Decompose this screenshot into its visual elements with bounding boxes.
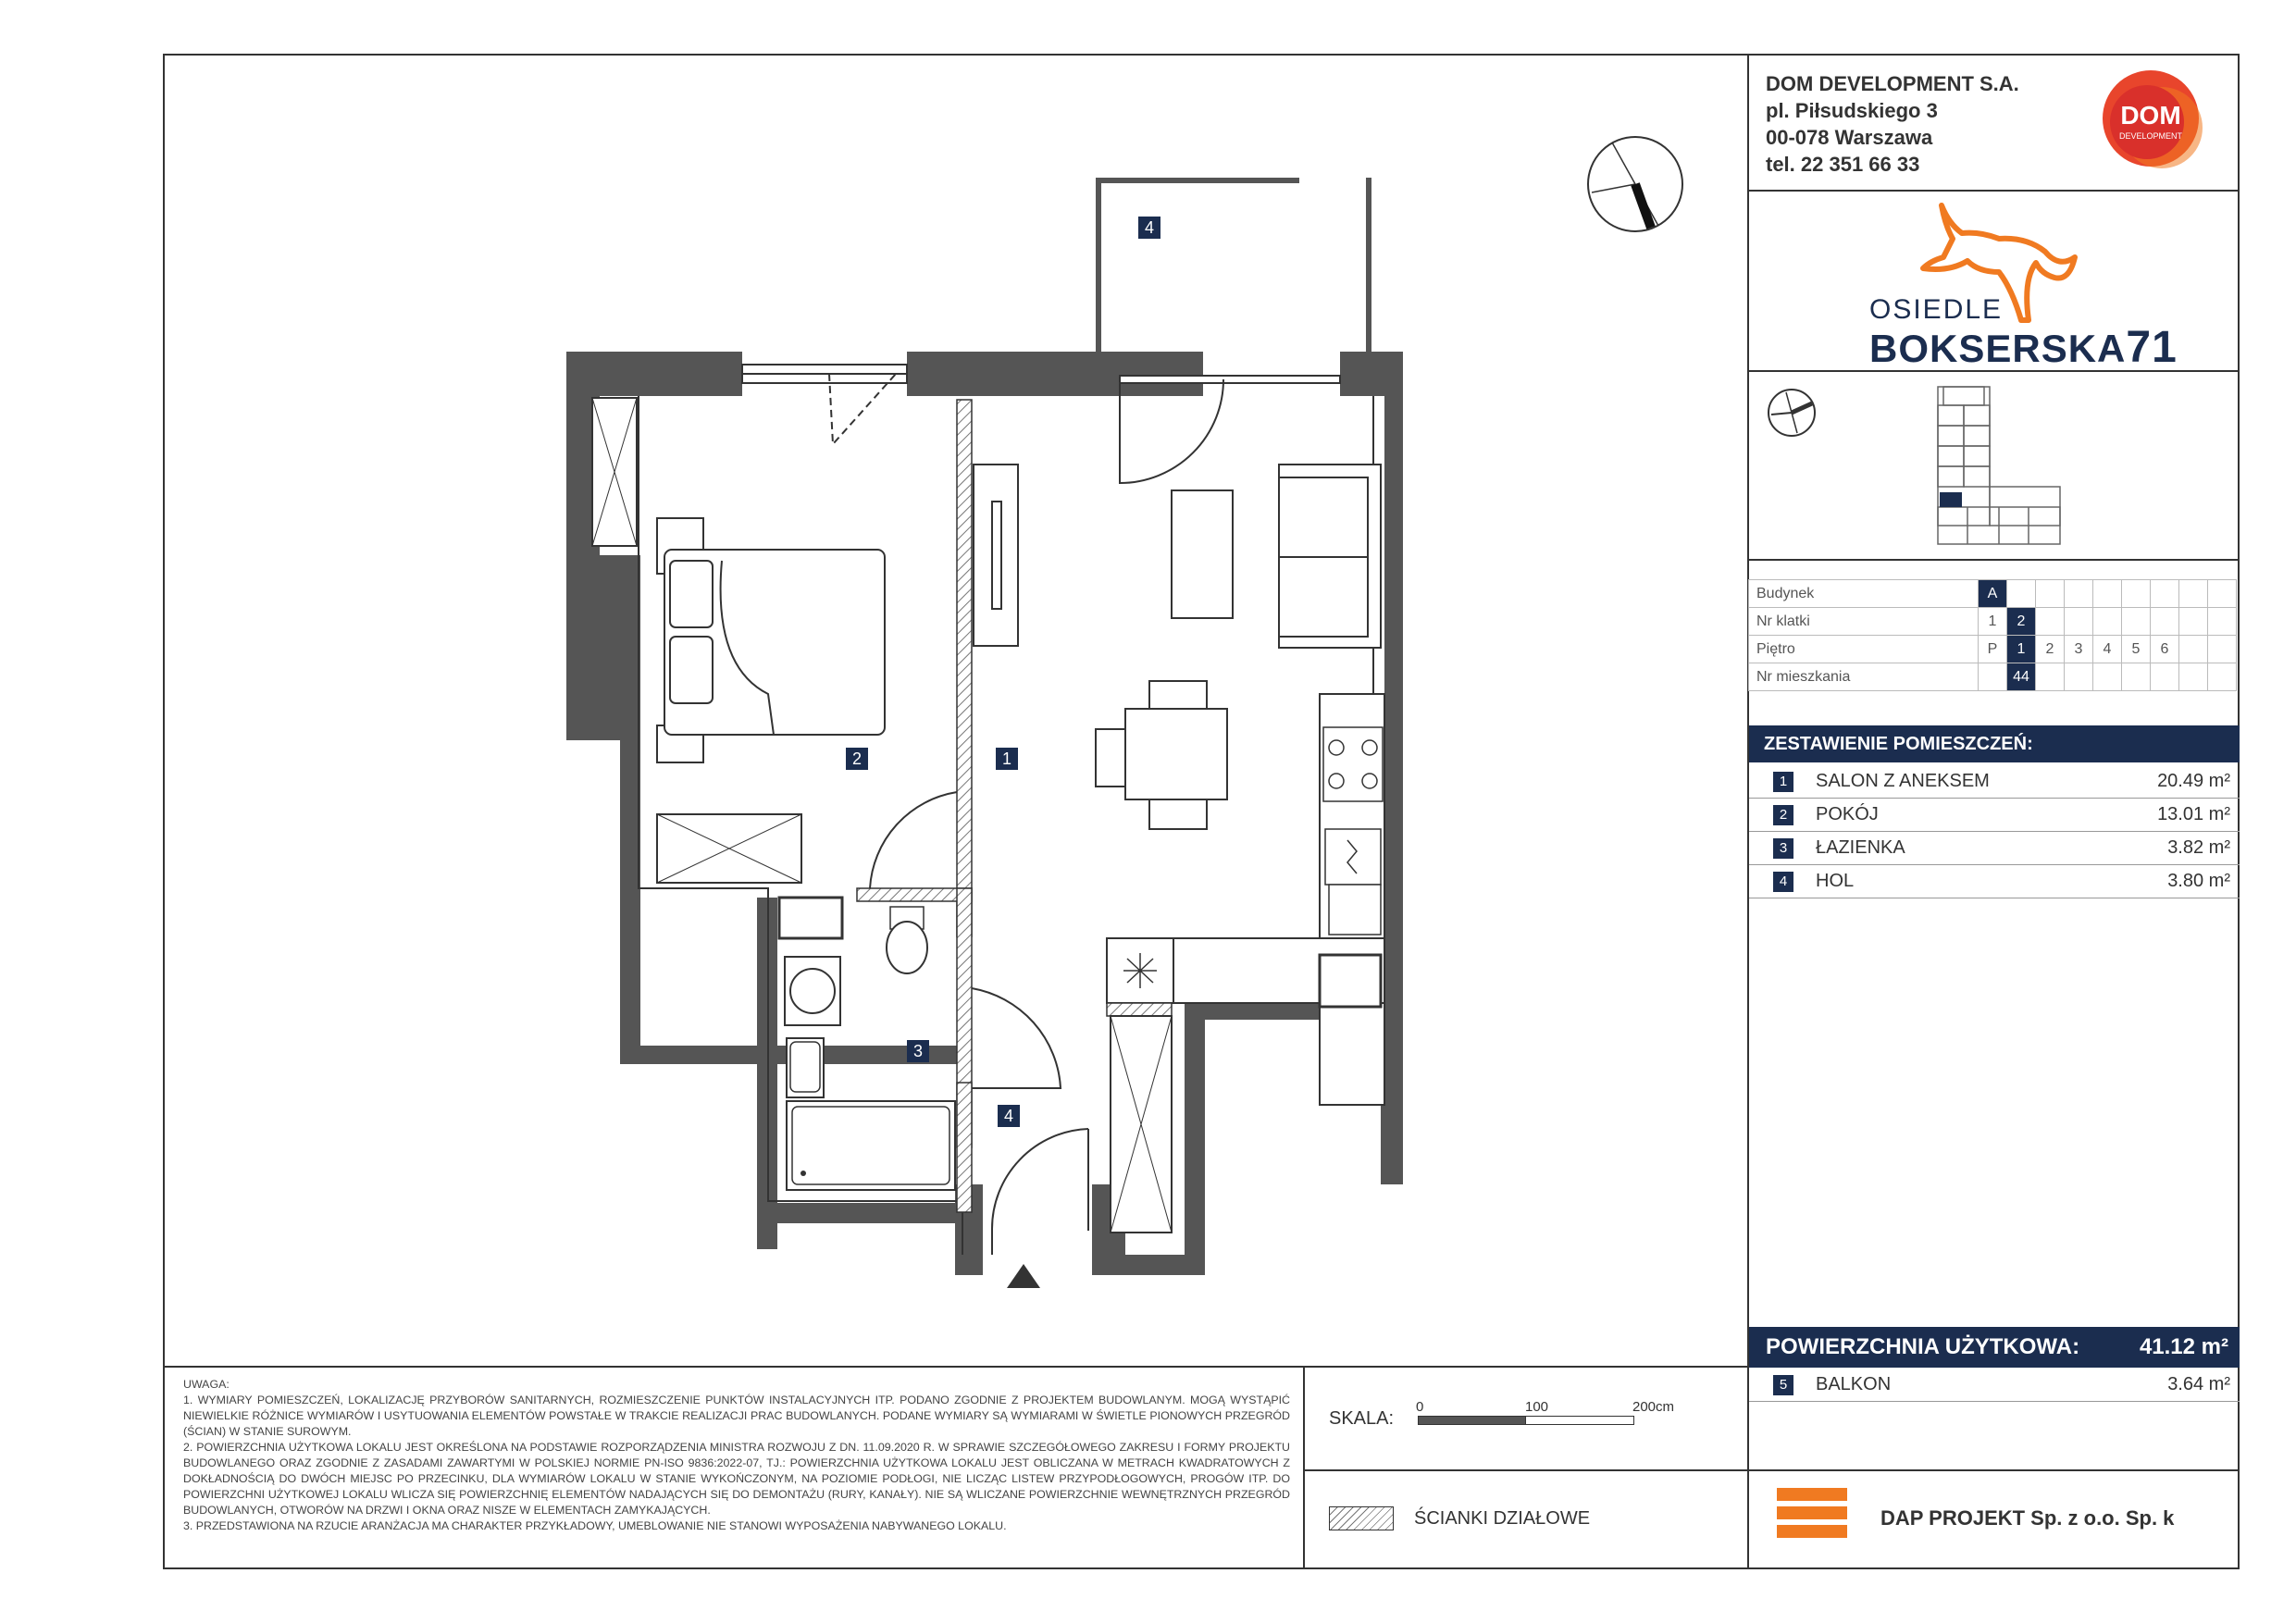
tv-cabinet <box>974 465 1018 646</box>
note-item-2: 2. POWIERZCHNIA UŻYTKOWA LOKALU JEST OKREŚLONA NA PODSTAWIE ROZPORZĄDZENIA MINISTRA ROZWOJU Z DN. 11.09.2020 R. W SPRAWIE SZCZEGÓŁOWEGO ZAKRESU I FORMY PROJEKTU BUDOWLANEGO ORAZ ZGODNIE Z ZASADAMI ZAWARTYMI W POLSKIEJ NORMIE PN-ISO 9836:2022-07, TJ.: POWIERZCHNIA UŻYTKOWA LOKALU JEST OBLICZANA W METRACH KWADRATOWYCH Z DOKŁADNOŚCIĄ DO DWÓCH MIEJSC PO PRZECINKU, DLA WYMIARÓW LOKALU W STANIE WYKOŃCZONYM, NA POZIOMIE PODŁOGI, NIE LICZĄC LISTEW PRZYPODŁOGOWYCH, PROGÓW ITP. DO POWIERZCHNI UŻYTKOWEJ LOKALU WLICZA SIĘ POWIERZCHNIĘ ELEMENTÓW NADAJĄCYCH SIĘ DO DEMONTAŻU (RURY, KANAŁY). NIE SĄ WLICZANE POWIERZCHNIE WEWNĘTRZNYCH PRZEGRÓD BUDOWLANYCH, OTWORÓW NA DRZWI I OKNA ORAZ NISZE W ELEMENTACH ZAMYKAJĄCYCH. <box>183 1441 1290 1517</box>
company-name: DOM DEVELOPMENT S.A. <box>1766 72 2019 95</box>
logo-text-dom: DOM <box>2120 101 2181 130</box>
room-row <box>1749 764 2240 799</box>
logo-text-development: DEVELOPMENT <box>2118 131 2183 141</box>
info-cell <box>2093 608 2122 636</box>
partition-wall-swatch <box>1329 1506 1394 1530</box>
partition-wall-4 <box>957 1083 972 1212</box>
building-key-plan <box>1925 383 2064 554</box>
info-cell: A <box>1979 580 2007 608</box>
info-cell <box>2036 608 2065 636</box>
balcony-outline <box>1096 178 1371 353</box>
dap-projekt-logo <box>1777 1488 1847 1543</box>
bed <box>657 518 885 762</box>
info-cell <box>1979 663 2007 691</box>
room-area: 3.82 m² <box>2167 837 2230 858</box>
balcony-name: BALKON <box>1816 1374 1892 1394</box>
wardrobe-bottom <box>657 814 801 883</box>
notes-block <box>183 1377 1290 1534</box>
total-area-value: 41.12 m² <box>2139 1334 2228 1359</box>
info-cell <box>2151 608 2179 636</box>
room-area: 13.01 m² <box>2157 804 2230 824</box>
dom-development-logo <box>2093 67 2208 181</box>
plan-label-balcony: 4 <box>1138 217 1160 239</box>
estate-title-line1: OSIEDLE <box>1869 294 2004 325</box>
scale-bar-filled <box>1418 1416 1527 1425</box>
info-cell <box>2208 636 2237 663</box>
info-cell <box>2179 608 2208 636</box>
info-cell <box>2036 580 2065 608</box>
scale-divider <box>1303 1366 1305 1569</box>
info-cell <box>2093 663 2122 691</box>
info-cell <box>2122 608 2151 636</box>
info-cell: 6 <box>2151 636 2179 663</box>
info-row-label: Piętro <box>1749 636 1979 663</box>
info-cell <box>2179 663 2208 691</box>
partition-wall-1 <box>957 400 972 936</box>
balcony-number: 5 <box>1773 1375 1793 1395</box>
info-row-label: Nr klatki <box>1749 608 1979 636</box>
info-cell <box>2122 663 2151 691</box>
info-row-label: Nr mieszkania <box>1749 663 1979 691</box>
rooms-header: ZESTAWIENIE POMIESZCZEŃ: <box>1749 725 2240 762</box>
balcony-area: 3.64 m² <box>2167 1374 2230 1394</box>
balcony-row <box>1749 1368 2240 1402</box>
scale-label: SKALA: <box>1329 1408 1395 1429</box>
estate-number: 71 <box>2126 323 2178 372</box>
info-cell: 1 <box>1979 608 2007 636</box>
info-cell: P <box>1979 636 2007 663</box>
info-cell: 44 <box>2007 663 2036 691</box>
dining-table <box>1096 681 1227 829</box>
notes-title: UWAGA: <box>183 1378 230 1391</box>
info-cell <box>2036 663 2065 691</box>
info-row-label: Budynek <box>1749 580 1979 608</box>
bedroom-door <box>870 792 957 888</box>
info-cell <box>2065 580 2093 608</box>
scale-tick-0: 0 <box>1416 1399 1424 1415</box>
plan-label-room-4: 4 <box>998 1105 1020 1127</box>
info-row <box>1749 636 2237 663</box>
scale-tick-100: 100 <box>1525 1399 1549 1415</box>
note-item-3: 3. PRZEDSTAWIONA NA RZUCIE ARANŻACJA MA CHARAKTER PRZYKŁADOWY, UMEBLOWANIE NIE STANOWI WYPOSAŻENIA NABYWANEGO LOKALU. <box>183 1519 1007 1532</box>
shaft-box <box>1320 955 1381 1007</box>
info-cell <box>2065 663 2093 691</box>
scale-bar-empty <box>1525 1416 1634 1425</box>
architect-name: DAP PROJEKT Sp. z o.o. Sp. k <box>1880 1506 2175 1530</box>
wardrobe-top <box>592 398 637 546</box>
scale-tick-200: 200cm <box>1632 1399 1675 1415</box>
info-cell <box>2007 580 2036 608</box>
info-cell <box>2208 580 2237 608</box>
plan-label-room-1: 1 <box>996 748 1018 770</box>
plan-label-room-3: 3 <box>907 1040 929 1062</box>
total-area-band <box>1749 1327 2240 1368</box>
info-cell <box>2093 580 2122 608</box>
panel-sep-4 <box>1747 1469 2240 1471</box>
company-info <box>1766 70 2019 178</box>
legend-divider <box>1303 1469 1749 1471</box>
room-area: 20.49 m² <box>2157 771 2230 791</box>
info-cell <box>2122 580 2151 608</box>
estate-name: BOKSERSKA <box>1869 327 2127 370</box>
room-row <box>1749 798 2240 832</box>
note-item-1: 1. WYMIARY POMIESZCZEŃ, LOKALIZACJĘ PRZYBORÓW SANITARNYCH, ROZMIESZCZENIE PUNKTÓW INSTALACYJNYCH ITP. PODANO ZGODNIE Z PROJEKTEM BUDOWLANYM. MOGĄ WYSTĄPIĆ NIEWIELKIE RÓŻNICE WYMIARÓW I USYTUOWANIA ELEMENTÓW POWSTAŁE W TRAKCIE REALIZACJI PRAC BUDOWLANYCH. PODANE WYMIARY SĄ WYMIARAMI W ŚWIETLE PIONOWYCH PRZEGRÓD (ŚCIAN) W STANIE SUROWYM. <box>183 1394 1290 1438</box>
room-area: 3.80 m² <box>2167 871 2230 891</box>
info-cell <box>2151 663 2179 691</box>
sofa <box>1279 465 1381 648</box>
panel-compass-icon <box>1766 387 1818 443</box>
panel-sep-1 <box>1747 190 2240 192</box>
estate-title-line2 <box>1869 322 2178 373</box>
legend-label: ŚCIANKI DZIAŁOWE <box>1414 1508 1591 1529</box>
info-cell: 1 <box>2007 636 2036 663</box>
company-address-2: 00-078 Warszawa <box>1766 126 1933 149</box>
room-row <box>1749 864 2240 898</box>
hall-wardrobe <box>1107 1003 1172 1233</box>
info-cell: 2 <box>2036 636 2065 663</box>
info-cell: 3 <box>2065 636 2093 663</box>
info-cell <box>2151 580 2179 608</box>
room-number: 1 <box>1773 772 1793 792</box>
room-number: 2 <box>1773 805 1793 825</box>
window-bedroom <box>742 365 907 444</box>
plan-label-room-2: 2 <box>846 748 868 770</box>
info-row <box>1749 663 2237 691</box>
room-name: SALON Z ANEKSEM <box>1816 771 1990 791</box>
total-area-label: POWIERZCHNIA UŻYTKOWA: <box>1766 1334 2080 1359</box>
company-address-1: pl. Piłsudskiego 3 <box>1766 99 1938 122</box>
info-cell <box>2179 580 2208 608</box>
room-row <box>1749 831 2240 865</box>
apartment-floor-plan <box>555 167 1425 1305</box>
room-name: HOL <box>1816 871 1855 891</box>
info-cell: 2 <box>2007 608 2036 636</box>
info-cell <box>2208 663 2237 691</box>
entry-door <box>992 1129 1088 1255</box>
info-cell <box>2065 608 2093 636</box>
entrance-arrow-icon <box>1007 1264 1040 1288</box>
info-row <box>1749 608 2237 636</box>
info-cell <box>2179 636 2208 663</box>
panel-sep-3 <box>1747 559 2240 561</box>
info-cell <box>2208 608 2237 636</box>
info-row <box>1749 580 2237 608</box>
apartment-info-table <box>1748 579 2237 691</box>
room-name: ŁAZIENKA <box>1816 837 1905 858</box>
partition-wall-2 <box>857 888 972 901</box>
north-compass-icon <box>1584 133 1686 240</box>
room-name: POKÓJ <box>1816 804 1879 824</box>
room-number: 3 <box>1773 838 1793 859</box>
notes-divider <box>163 1366 1749 1368</box>
info-cell: 5 <box>2122 636 2151 663</box>
company-phone: tel. 22 351 66 33 <box>1766 153 1920 176</box>
coffee-table <box>1172 490 1233 618</box>
info-cell: 4 <box>2093 636 2122 663</box>
bathroom-door <box>972 988 1061 1088</box>
room-number: 4 <box>1773 872 1793 892</box>
